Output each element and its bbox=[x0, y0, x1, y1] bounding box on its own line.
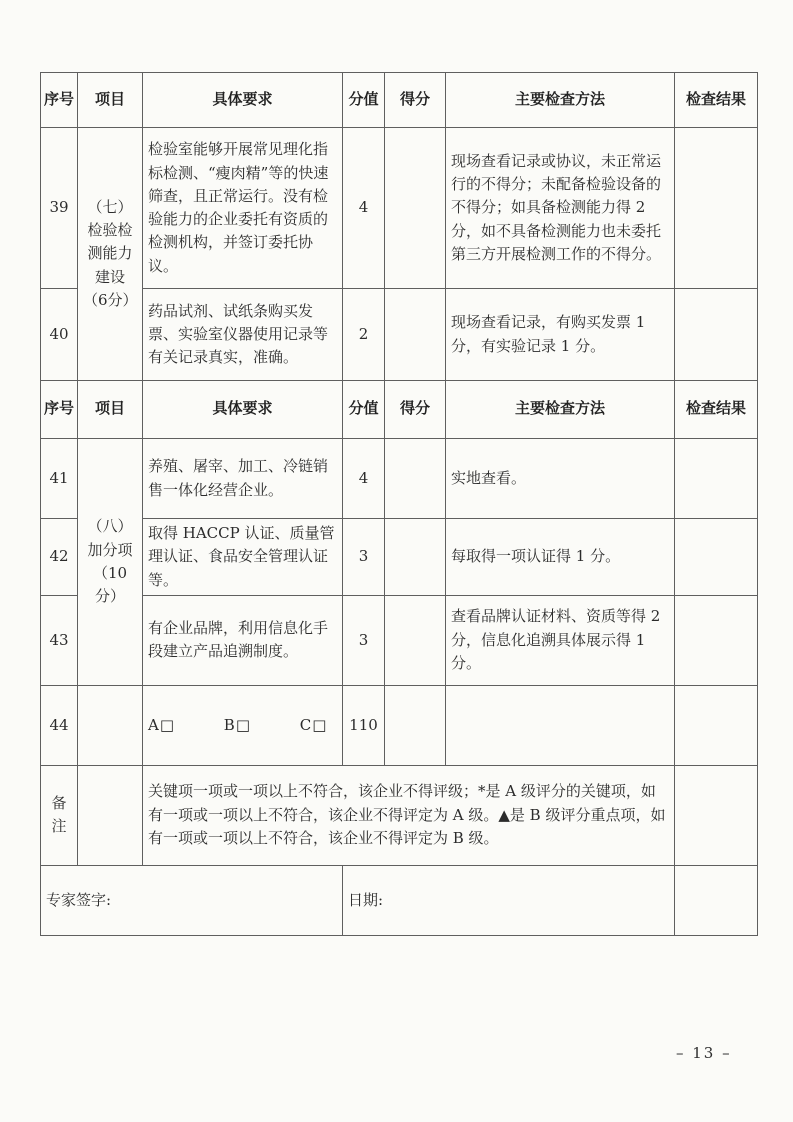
col-header-result-2: 检查结果 bbox=[675, 381, 758, 439]
row-39-no: 39 bbox=[41, 128, 78, 289]
evaluation-table bbox=[40, 72, 758, 936]
table-header-row-1 bbox=[41, 73, 758, 128]
row-40-score: 2 bbox=[343, 289, 385, 381]
grade-option-a-checkbox: A□ bbox=[148, 715, 176, 734]
row-40-result bbox=[675, 289, 758, 381]
signature-row bbox=[41, 865, 758, 935]
col-header-earned: 得分 bbox=[385, 73, 446, 128]
row-39-earned bbox=[385, 128, 446, 289]
row-41-score: 4 bbox=[343, 439, 385, 519]
col-header-result: 检查结果 bbox=[675, 73, 758, 128]
row-43-requirement: 有企业品牌，利用信息化手段建立产品追溯制度。 bbox=[143, 595, 343, 685]
row-39-requirement: 检验室能够开展常见理化指标检测、“瘦肉精”等的快速筛查，且正常运行。没有检验能力的企业委托有资质的检测机构，并签订委托协议。 bbox=[143, 128, 343, 289]
row-43-method: 查看品牌认证材料、资质等得 2 分，信息化追溯具体展示得 1 分。 bbox=[446, 595, 675, 685]
date-label: 日期: bbox=[343, 865, 675, 935]
table-header-row-2 bbox=[41, 381, 758, 439]
col-header-score: 分值 bbox=[343, 73, 385, 128]
col-header-item-2: 项目 bbox=[78, 381, 143, 439]
row-43-earned bbox=[385, 595, 446, 685]
col-header-no-2: 序号 bbox=[41, 381, 78, 439]
col-header-requirement-2: 具体要求 bbox=[143, 381, 343, 439]
row-41-method: 实地查看。 bbox=[446, 439, 675, 519]
row-40-method: 现场查看记录，有购买发票 1 分，有实验记录 1 分。 bbox=[446, 289, 675, 381]
grade-option-b-checkbox: B□ bbox=[223, 715, 251, 734]
row-44-method bbox=[446, 685, 675, 765]
col-header-item: 项目 bbox=[78, 73, 143, 128]
col-header-earned-2: 得分 bbox=[385, 381, 446, 439]
col-header-method: 主要检查方法 bbox=[446, 73, 675, 128]
col-header-requirement: 具体要求 bbox=[143, 73, 343, 128]
row-39-result bbox=[675, 128, 758, 289]
row-44-earned bbox=[385, 685, 446, 765]
col-header-no: 序号 bbox=[41, 73, 78, 128]
remark-result-empty bbox=[675, 765, 758, 865]
row-43-score: 3 bbox=[343, 595, 385, 685]
row-44-score: 110 bbox=[343, 685, 385, 765]
row-42-earned bbox=[385, 519, 446, 596]
row-44-no: 44 bbox=[41, 685, 78, 765]
row-39-score: 4 bbox=[343, 128, 385, 289]
row-44-item-empty bbox=[78, 685, 143, 765]
table-row-40 bbox=[41, 289, 758, 381]
row-44-result bbox=[675, 685, 758, 765]
row-43-result bbox=[675, 595, 758, 685]
remark-row bbox=[41, 765, 758, 865]
row-41-result bbox=[675, 439, 758, 519]
page-number: – 13 – bbox=[676, 1044, 732, 1062]
table-row-39 bbox=[41, 128, 758, 289]
remark-text: 关键项一项或一项以上不符合，该企业不得评级；*是 A 级评分的关键项，如有一项或一项以上不符合，该企业不得评定为 A 级。▲是 B 级评分重点项，如有一项或一项以上不符合，该企业不得评定为 B 级。 bbox=[143, 765, 675, 865]
row-39-method: 现场查看记录或协议，未正常运行的不得分；未配备检验设备的不得分；如具备检测能力得 2 分，如不具备检测能力也未委托第三方开展检测工作的不得分。 bbox=[446, 128, 675, 289]
grade-options-cell bbox=[143, 685, 343, 765]
remark-item-empty bbox=[78, 765, 143, 865]
table-row-44 bbox=[41, 685, 758, 765]
signature-result-empty bbox=[675, 865, 758, 935]
col-header-method-2: 主要检查方法 bbox=[446, 381, 675, 439]
row-41-earned bbox=[385, 439, 446, 519]
remark-label: 备注 bbox=[41, 765, 78, 865]
row-41-requirement: 养殖、屠宰、加工、冷链销售一体化经营企业。 bbox=[143, 439, 343, 519]
section-7-label-cell: （七）检验检测能力建设（6分） bbox=[78, 128, 143, 381]
section-8-label-cell: （八）加分项（10分） bbox=[78, 439, 143, 686]
row-42-no: 42 bbox=[41, 519, 78, 596]
row-42-method: 每取得一项认证得 1 分。 bbox=[446, 519, 675, 596]
table-row-43 bbox=[41, 595, 758, 685]
expert-signature-label: 专家签字: bbox=[41, 865, 343, 935]
row-42-result bbox=[675, 519, 758, 596]
col-header-score-2: 分值 bbox=[343, 381, 385, 439]
grade-option-c-checkbox: C□ bbox=[299, 715, 328, 734]
row-42-requirement: 取得 HACCP 认证、质量管理认证、食品安全管理认证等。 bbox=[143, 519, 343, 596]
table-row-41 bbox=[41, 439, 758, 519]
row-40-requirement: 药品试剂、试纸条购买发票、实验室仪器使用记录等有关记录真实，准确。 bbox=[143, 289, 343, 381]
row-40-no: 40 bbox=[41, 289, 78, 381]
row-41-no: 41 bbox=[41, 439, 78, 519]
row-42-score: 3 bbox=[343, 519, 385, 596]
table-row-42 bbox=[41, 519, 758, 596]
row-43-no: 43 bbox=[41, 595, 78, 685]
row-40-earned bbox=[385, 289, 446, 381]
